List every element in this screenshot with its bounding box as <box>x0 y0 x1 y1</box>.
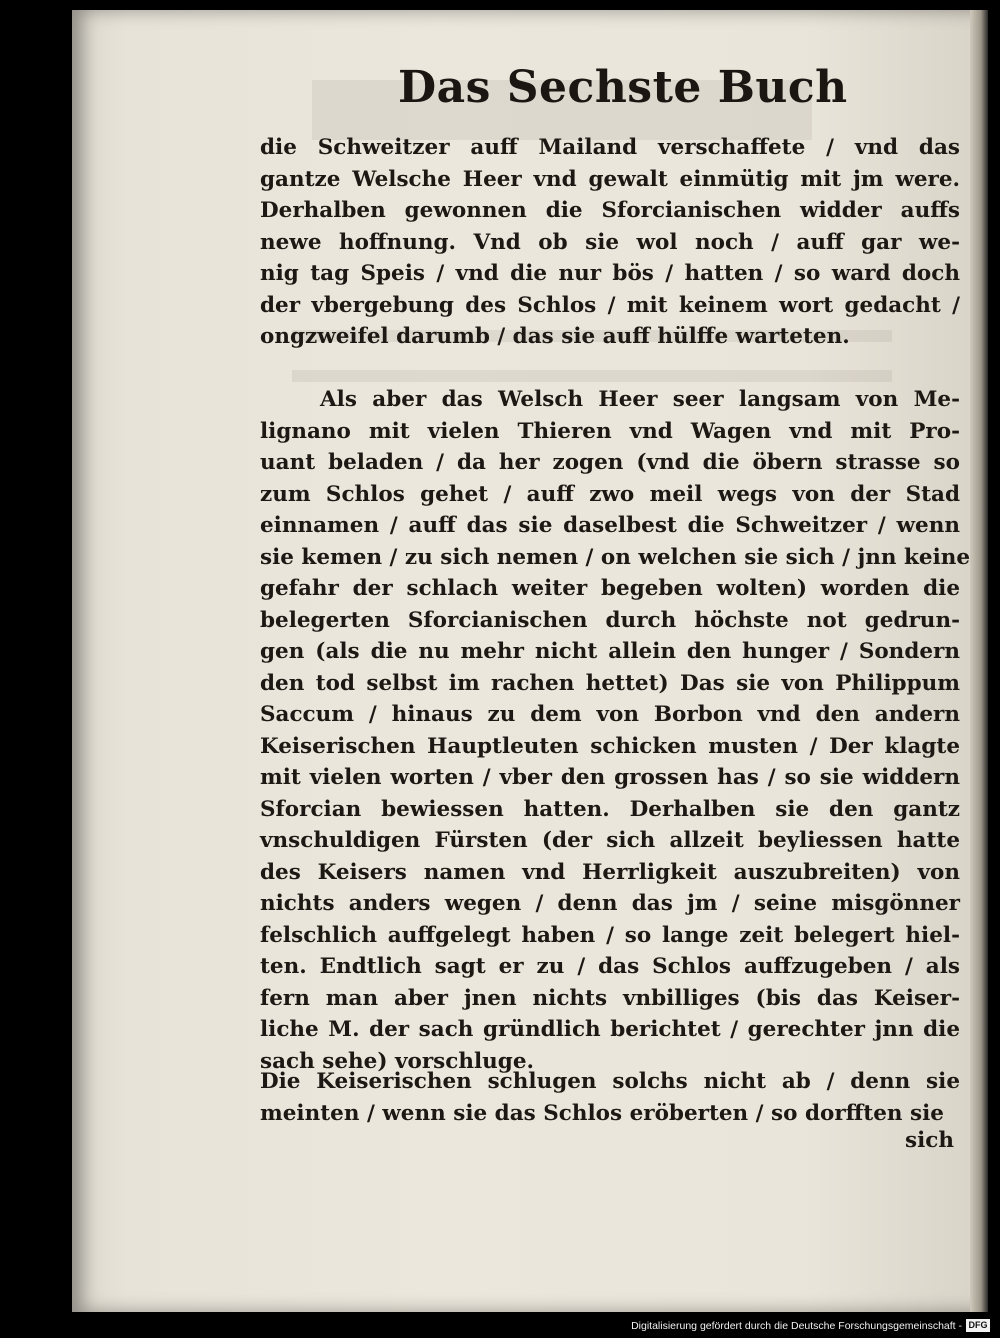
text-line: sie kemen / zu sich nemen / on welchen sie sich / jnn keine <box>260 544 971 570</box>
text-line: Als aber das Welsch Heer seer langsam von Me- <box>320 387 960 412</box>
text-line: zum Schlos gehet / auff zwo meil wegs von der Stad <box>260 481 960 507</box>
text-line: nig tag Speis / vnd die nur bös / hatten / so ward doch <box>260 261 960 286</box>
catchword: sich <box>905 1128 954 1153</box>
text-line: meinten / wenn sie das Schlos eröberten / so dorfften sie <box>260 1100 944 1126</box>
text-line: Die Keiserischen schlugen solchs nicht ab / denn sie <box>260 1069 960 1094</box>
text-line: liche M. der sach gründlich berichtet / gerechter jnn die <box>260 1017 960 1042</box>
text-line: newe hoffnung. Vnd ob sie wol noch / auff gar we- <box>260 229 960 255</box>
text-line: ten. Endtlich sagt er zu / das Schlos auffzugeben / als <box>260 954 960 979</box>
running-header: Das Sechste Buch <box>398 62 848 113</box>
text-line: der vbergebung des Schlos / mit keinem wort gedacht / <box>260 292 960 318</box>
text-line: nichts anders wegen / denn das jm / seine misgönner <box>260 891 960 916</box>
dfg-logo: DFG <box>966 1319 990 1332</box>
text-line: felschlich auffgelegt haben / so lange zeit belegert hiel- <box>260 922 960 948</box>
text-line: lignano mit vielen Thieren vnd Wagen vnd mit Pro- <box>260 418 960 444</box>
text-line: sach sehe) vorschluge. <box>260 1048 534 1074</box>
text-line: einnamen / auff das sie daselbest die Schweitzer / wenn <box>260 513 960 538</box>
text-line: gefahr der schlach weiter begeben wolten) worden die <box>260 576 960 601</box>
text-line: mit vielen worten / vber den grossen has / so sie widdern <box>260 765 960 790</box>
text-line: uant beladen / da her zogen (vnd die öbern strasse so <box>260 450 960 475</box>
text-line: Saccum / hinaus zu dem von Borbon vnd den andern <box>260 702 960 727</box>
paragraph-main <box>260 384 971 1077</box>
text-line: ongzweifel darumb / das sie auff hülffe warteten. <box>260 324 850 349</box>
text-line: vnschuldigen Fürsten (der sich allzeit beyliessen hatte <box>260 828 960 853</box>
text-line: belegerten Sforcianischen durch höchste not gedrun- <box>260 607 960 633</box>
paragraph-continuation <box>260 132 960 353</box>
text-line: gantze Welsche Heer vnd gewalt einmütig mit jm were. <box>260 166 960 192</box>
digitization-credit: Digitalisierung gefördert durch die Deutsche Forschungsgemeinschaft - <box>631 1320 962 1332</box>
text-line: die Schweitzer auff Mailand verschaffete / vnd das <box>260 135 960 160</box>
text-line: gen (als die nu mehr nicht allein den hunger / Sondern <box>260 639 960 664</box>
page-edge <box>970 10 988 1312</box>
paragraph-final <box>260 1066 960 1129</box>
text-line: fern man aber jnen nichts vnbilliges (bis das Keiser- <box>260 985 960 1011</box>
text-line: den tod selbst im rachen hettet) Das sie von Philippum <box>260 670 960 696</box>
text-line: Keiserischen Hauptleuten schicken musten / Der klagte <box>260 733 960 759</box>
text-line: des Keisers namen vnd Herrligkeit auszubreiten) von <box>260 859 960 885</box>
text-line: Sforcian bewiessen hatten. Derhalben sie den gantz <box>260 796 960 822</box>
text-line: Derhalben gewonnen die Sforcianischen widder auffs <box>260 198 960 223</box>
